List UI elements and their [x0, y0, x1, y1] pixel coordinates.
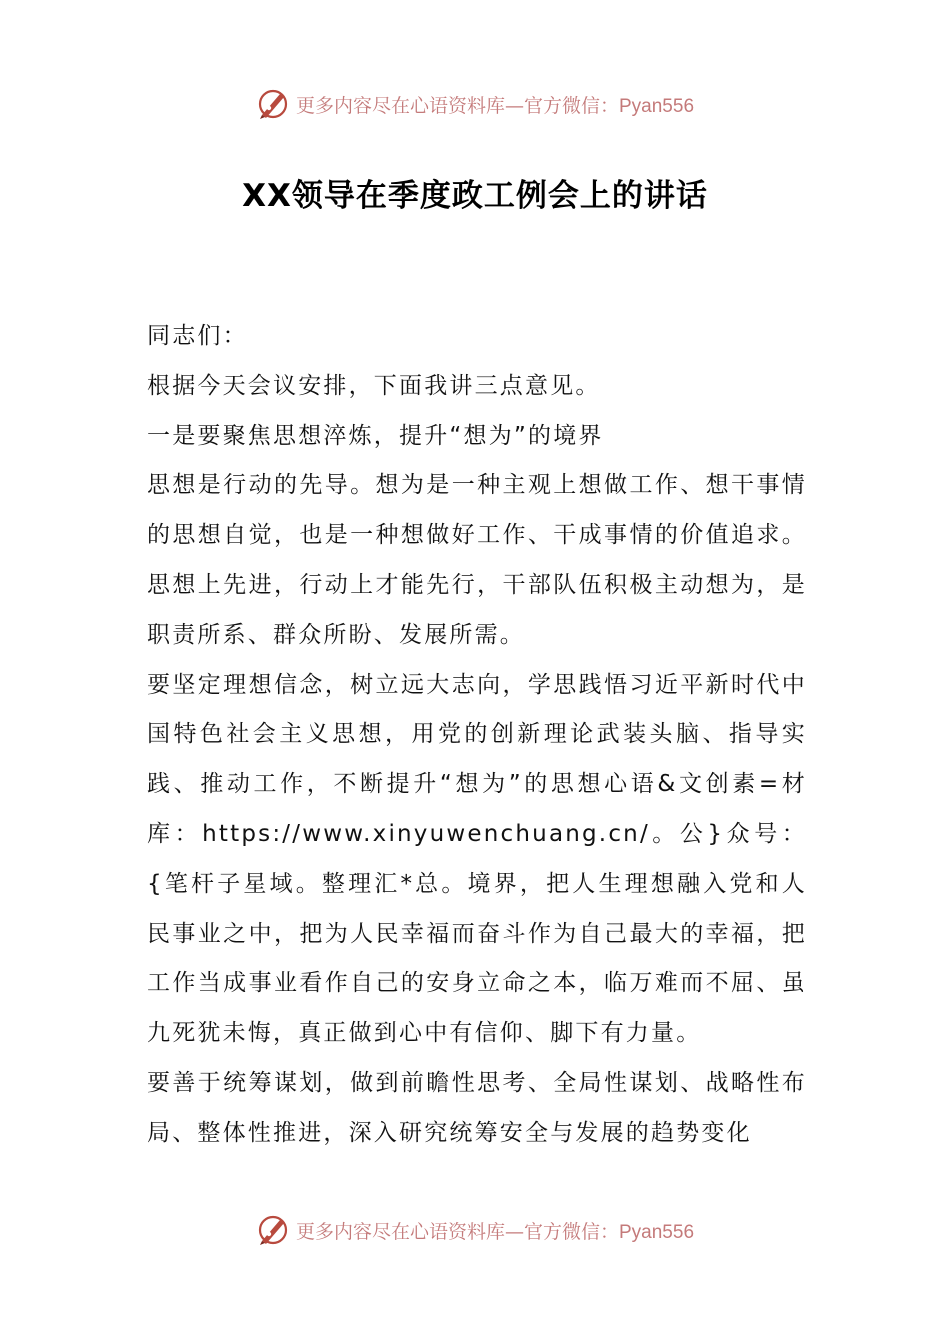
document-body	[147, 312, 807, 1159]
footer-banner	[0, 1208, 950, 1252]
body-paragraph: 要善于统筹谋划，做到前瞻性思考、全局性谋划、战略性布局、整体性推进，深入研究统筹安全与发展的趋势变化	[147, 1069, 807, 1146]
banner-text: 更多内容尽在心语资料库—官方微信：Pyan556	[295, 1220, 695, 1243]
banner-wechat-id: Pyan556	[619, 95, 695, 117]
body-paragraph: 思想是行动的先导。想为是一种主观上想做工作、想干事情的思想自觉，也是一种想做好工作、干成事情的价值追求。思想上先进，行动上才能先行，干部队伍积极主动想为，是职责所系、群众所盼、发展所需。	[147, 472, 807, 648]
banner-wechat-id: Pyan556	[619, 1221, 695, 1243]
pen-circle-logo-icon	[256, 87, 290, 121]
pen-circle-logo-icon	[256, 1213, 290, 1247]
document-title: XX领导在季度政工例会上的讲话	[242, 178, 708, 214]
section-heading: 一是要聚焦思想淬炼，提升“想为”的境界	[147, 422, 604, 449]
banner-text: 更多内容尽在心语资料库—官方微信：Pyan556	[295, 94, 695, 117]
intro-paragraph: 根据今天会议安排，下面我讲三点意见。	[147, 372, 601, 399]
header-banner	[0, 82, 950, 126]
body-paragraph: 要坚定理想信念，树立远大志向，学思践悟习近平新时代中国特色社会主义思想，用党的创新理论武装头脑、指导实践、推动工作，不断提升“想为”的思想心语&文创素=材库：https://www.xinyuwenchuang.cn/。公}众号：{笔杆子星域。整理汇*总。境界，把人生理想融入党和人民事业之中，把为人民幸福而奋斗作为自己最大的幸福，把工作当成事业看作自己的安身立命之本，临万难而不屈、虽九死犹未悔，真正做到心中有信仰、脚下有力量。	[147, 671, 807, 1047]
salutation: 同志们：	[147, 323, 248, 349]
